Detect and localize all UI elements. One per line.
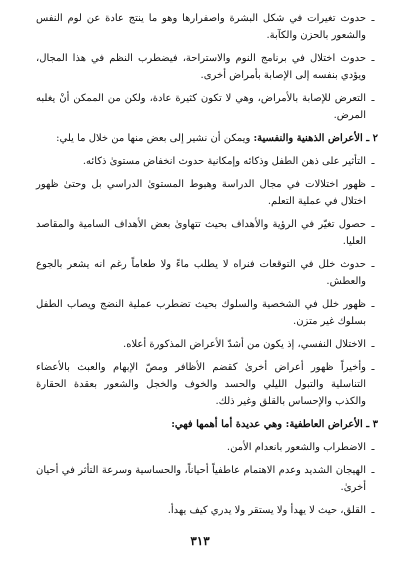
list-item (36, 10, 378, 44)
list-item-text: التعرض للإصابة بالأمراض، وهي لا تكون كثيرة عادة، ولكن من الممكن أنْ يغلبه المرض. (36, 93, 366, 121)
list-item (36, 50, 378, 84)
dash-bullet: ـ (371, 259, 375, 270)
dash-bullet: ـ (371, 53, 375, 64)
list-item (36, 256, 378, 290)
list-item-text: وأخيراً ظهور أعراض أخرىٰ كقضم الأظافر ومصّ الإبهام والعبث بالأعضاء التناسلية والتبول الليلي والحسد والخوف والخجل والشعور بعقدة الحقارة والكذب والإحساس بالقلق وغير ذلك. (36, 362, 366, 407)
dash-bullet: ـ (371, 339, 375, 350)
list-item (36, 439, 378, 456)
list-item (36, 502, 378, 519)
dash-bullet: ـ (371, 13, 375, 24)
dash-bullet: ـ (371, 362, 375, 373)
list-item (36, 336, 378, 353)
list-item-text: حدوث خلل في التوقعات فنراه لا يطلب ماءً ولا طعاماً رغم انه يشعر بالجوع والعطش. (36, 259, 366, 287)
dash-bullet: ـ (371, 93, 375, 104)
list-item-text: حدوث اختلال في برنامج النوم والاستراحة، فيضطرب النظم في هذا المجال، ويؤدي بنفسه إلى الإصابة بأمراض أخرى. (36, 53, 366, 81)
list-item-text: القلق، حيث لا يهدأ ولا يستقر ولا يدري كيف يهدأ. (167, 505, 366, 516)
list-item-text: الاختلال النفسي، إذ يكون من أشدّ الأعراض المذكورة أعلاه. (123, 339, 366, 350)
list-item (36, 90, 378, 124)
list-item-text: التأثير على ذهن الطفل وذكائه وإمكانية حدوث انخفاض مستوىٰ ذكائه. (82, 156, 366, 167)
list-item-text: حدوث تغيرات في شكل البشرة واصفرارها وهو ما ينتج عادة عن لوم النفس والشعور بالحزن والكآبة. (36, 13, 366, 41)
list-item (36, 296, 378, 330)
dash-bullet: ـ (371, 299, 375, 310)
section-2-paragraph (36, 130, 378, 147)
list-item-text: ظهور اختلالات في مجال الدراسة وهبوط المستوىٰ الدراسي بل وحتىٰ ظهور اختلال في عملية التعلم. (36, 179, 366, 207)
dash-bullet: ـ (371, 442, 375, 453)
list-item-text: حصول تغيّر في الرؤية والأهداف بحيث تتهاوىٰ بعض الأهداف السامية والمقاصد العليا. (36, 219, 366, 247)
section-2-text: ويمكن أن نشير إلى بعض منها من خلال ما يلي: (56, 133, 251, 144)
list-item-text: ظهور خلل في الشخصية والسلوك بحيث تضطرب عملية النضج ويصاب الطفل بسلوك غير متزن. (36, 299, 366, 327)
list-item (36, 176, 378, 210)
section-3-paragraph (36, 416, 378, 433)
list-item-text: الاضطراب والشعور بانعدام الأمن. (226, 442, 366, 453)
section-2-heading: ٢ ـ الأعراض الذهنية والنفسية: (253, 133, 378, 144)
page-number: ٣١٣ (190, 534, 210, 548)
list-item (36, 153, 378, 170)
list-item (36, 359, 378, 410)
dash-bullet: ـ (371, 465, 375, 476)
list-item (36, 216, 378, 250)
list-item (36, 462, 378, 496)
section-3-heading: ٣ ـ الأعراض العاطفية: وهي عديدة أما أهمها فهي: (171, 419, 378, 430)
dash-bullet: ـ (371, 505, 375, 516)
list-item-text: الهيجان الشديد وعدم الاهتمام عاطفياً أحياناً، والحساسية وسرعة التأثر في أحيان أخرىٰ. (36, 465, 366, 493)
dash-bullet: ـ (371, 179, 375, 190)
dash-bullet: ـ (371, 156, 375, 167)
dash-bullet: ـ (371, 219, 375, 230)
